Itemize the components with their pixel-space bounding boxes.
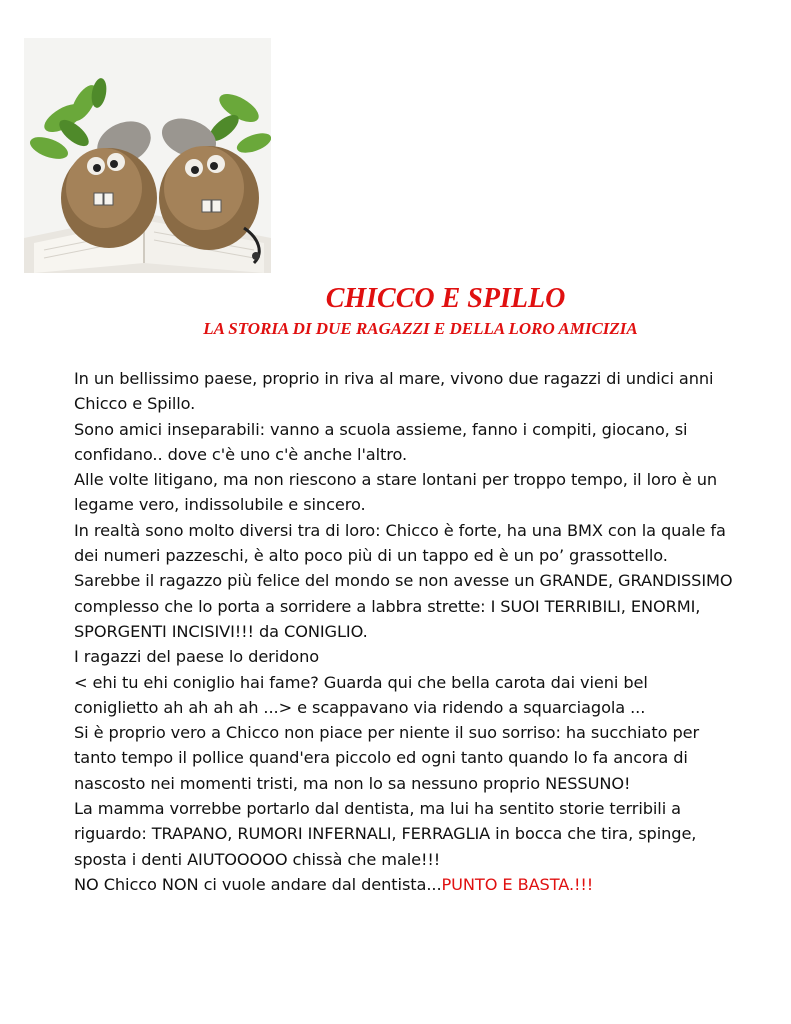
last-line-emphasis: PUNTO E BASTA.!!! [441, 874, 594, 894]
story-title: CHICCO E SPILLO [325, 283, 566, 314]
paragraph: La mamma vorrebbe portarlo dal dentista, ma lui ha sentito storie terribili a riguardo: TRAPANO, RUMORI INFERNALI, FERRAGLIA in bocca che tira, spinge, sposta i denti AIUTOOOOO chissà che male!!! [74, 799, 697, 869]
story-body [74, 366, 734, 897]
story-subtitle: LA STORIA DI DUE RAGAZZI E DELLA LORO AMICIZIA [203, 319, 638, 338]
last-paragraph [74, 872, 734, 897]
plush-toys-illustration [24, 38, 271, 273]
paragraph: Sarebbe il ragazzo più felice del mondo se non avesse un GRANDE, GRANDISSIMO complesso che lo porta a sorridere a labbra strette: I SUOI TERRIBILI, ENORMI, SPORGENTI INCISIVI!!! da CONIGLIO. [74, 571, 733, 641]
paragraph: Sono amici inseparabili: vanno a scuola assieme, fanno i compiti, giocano, si confidano.. dove c'è uno c'è anche l'altro. [74, 419, 688, 464]
paragraph: Si è proprio vero a Chicco non piace per niente il suo sorriso: ha succhiato per tanto tempo il pollice quand'era piccolo ed ogni tanto quando lo fa ancora di nascosto nei momenti tristi, ma non lo sa nessuno proprio NESSUNO! [74, 723, 700, 793]
paragraph: I ragazzi del paese lo deridono [74, 647, 320, 667]
paragraph: In un bellissimo paese, proprio in riva al mare, vivono due ragazzi di undici anni Chicco e Spillo. [74, 369, 714, 414]
plush-toys-photo [24, 38, 271, 273]
paragraph: < ehi tu ehi coniglio hai fame? Guarda qui che bella carota dai vieni bel coniglietto ah ah ah ah ...> e scappavano via ridendo a squarciagola ... [74, 672, 648, 717]
paragraph: Alle volte litigano, ma non riescono a stare lontani per troppo tempo, il loro è un legame vero, indissolubile e sincero. [74, 470, 718, 515]
paragraph: In realtà sono molto diversi tra di loro: Chicco è forte, ha una BMX con la quale fa dei numeri pazzeschi, è alto poco più di un tappo ed è un po’ grassottello. [74, 520, 726, 566]
last-line-text: NO Chicco NON ci vuole andare dal dentista... [74, 874, 442, 894]
